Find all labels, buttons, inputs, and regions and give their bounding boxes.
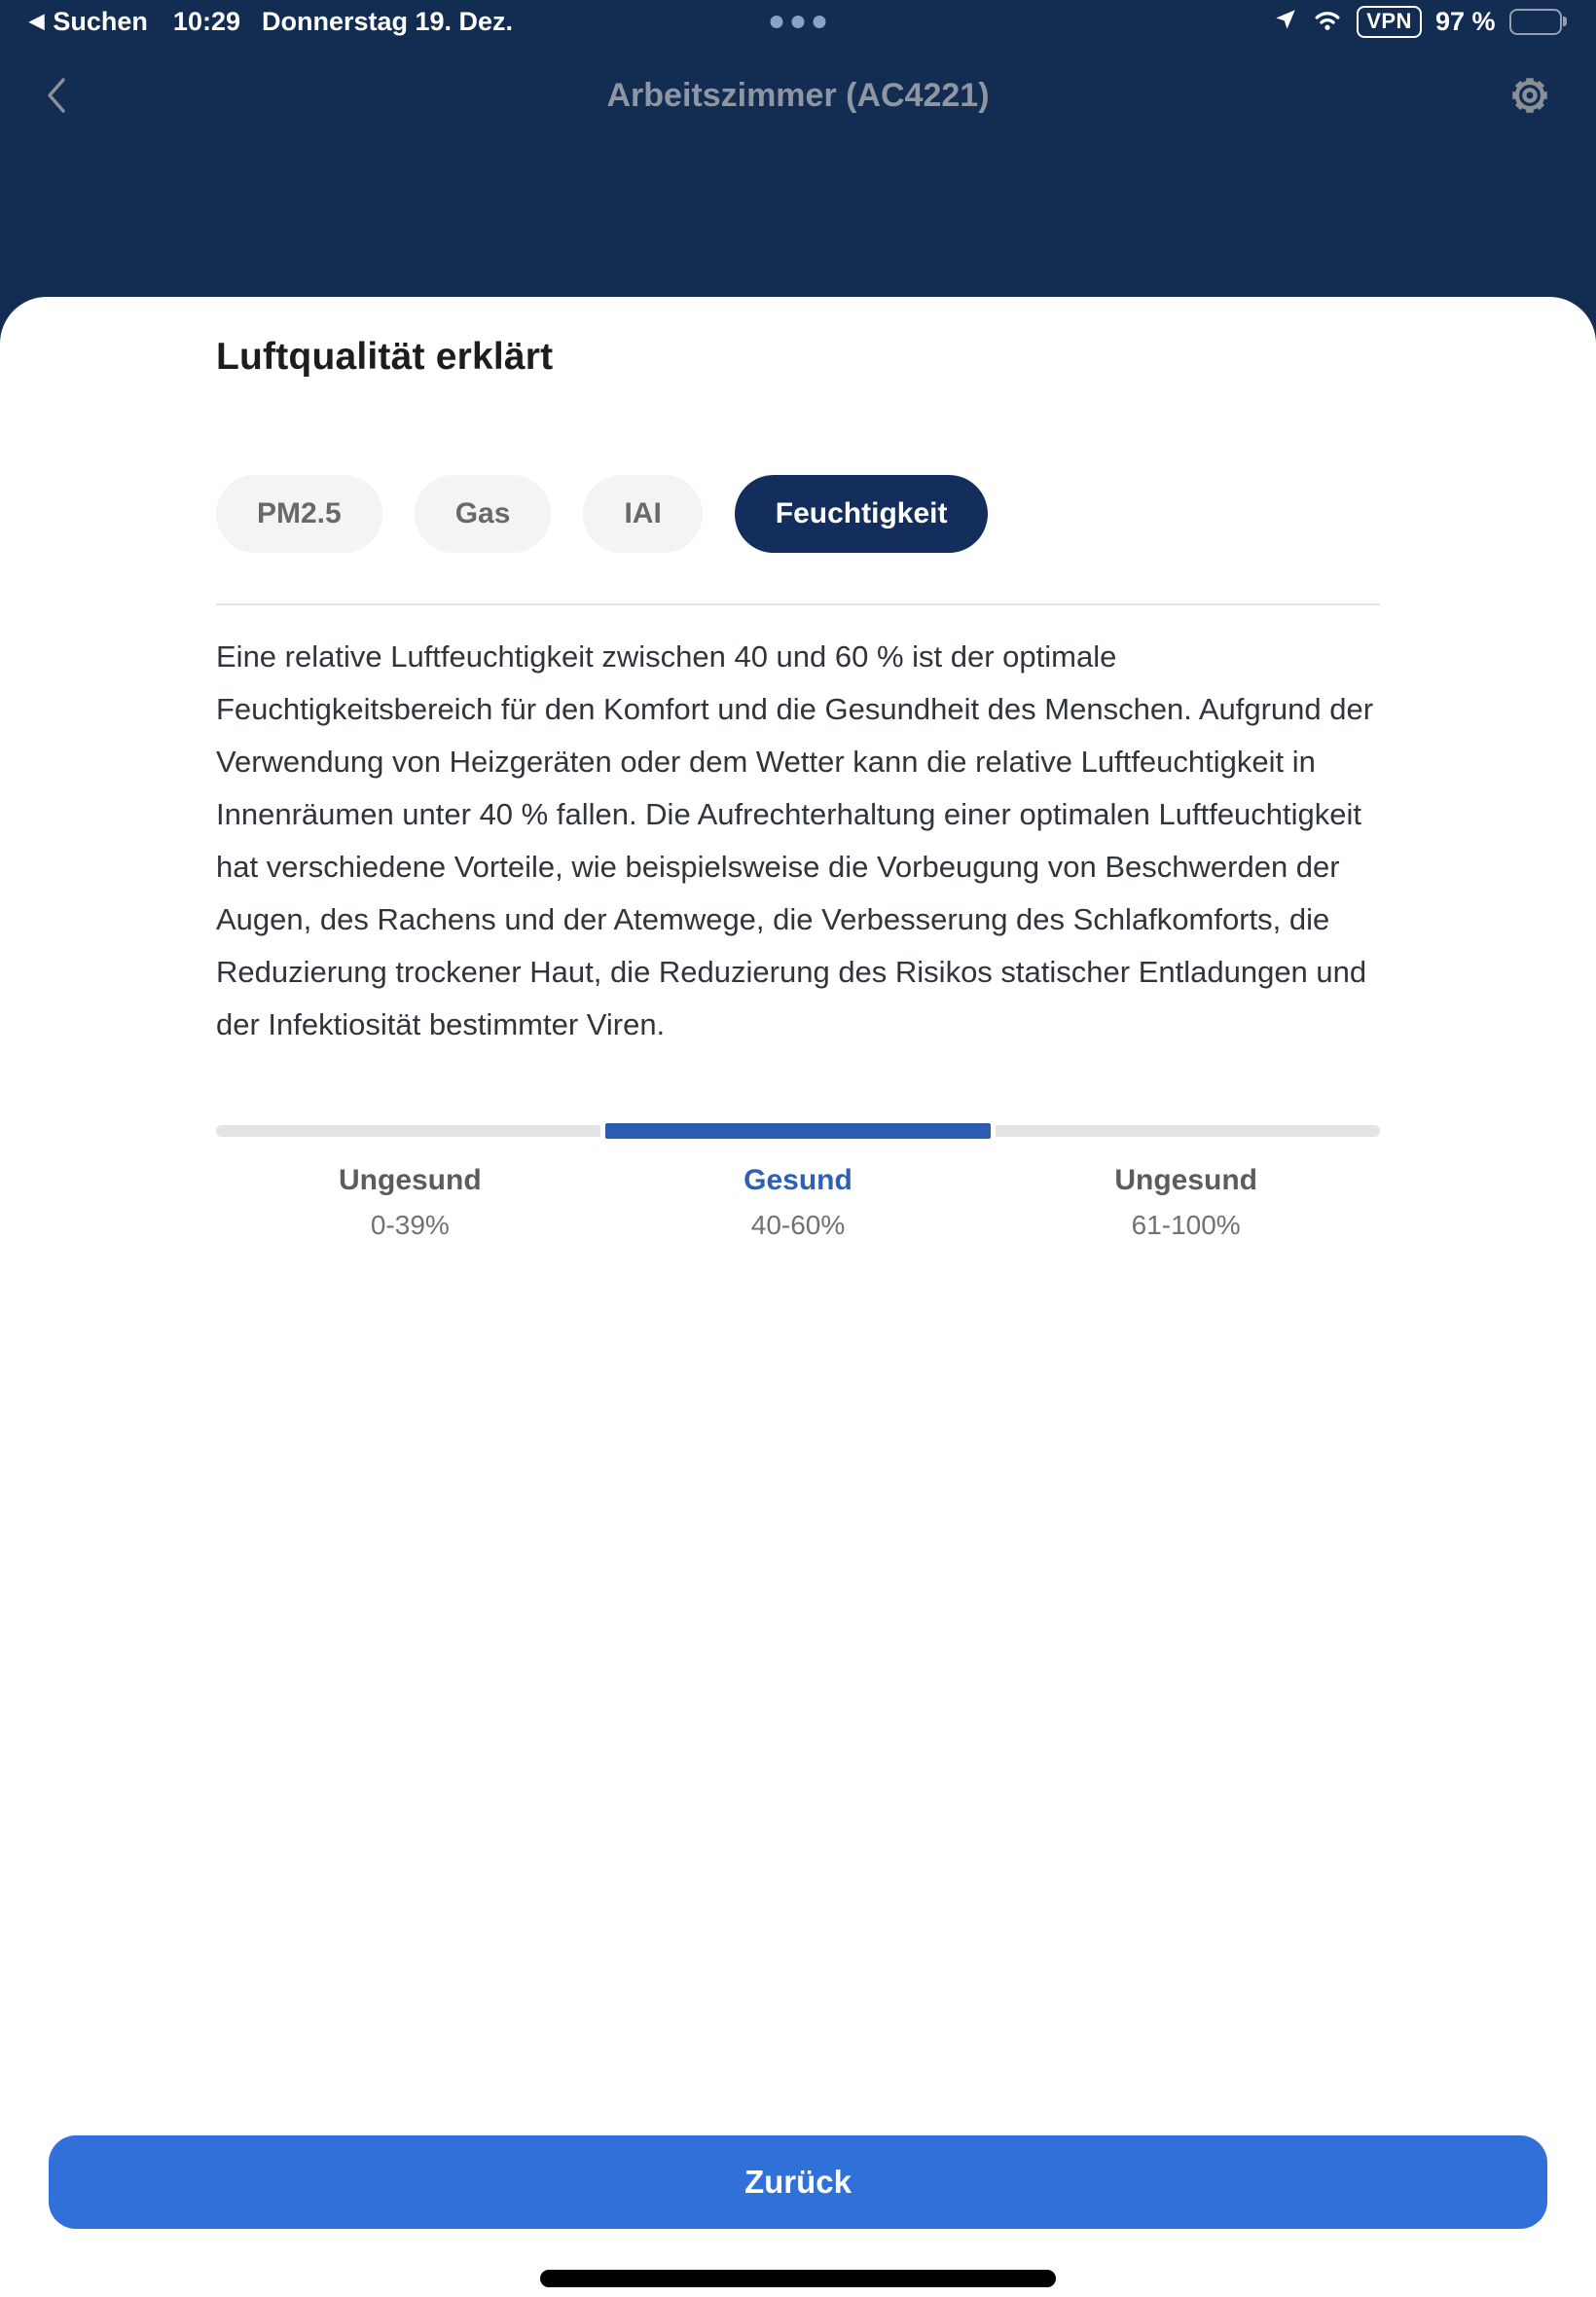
vpn-badge: VPN <box>1357 6 1422 38</box>
nav-bar <box>0 60 1596 130</box>
tab-pm25[interactable]: PM2.5 <box>216 475 382 553</box>
spacer <box>0 1241 1596 2135</box>
battery-icon <box>1509 9 1568 35</box>
dot-icon <box>814 16 826 28</box>
status-date: Donnerstag 19. Dez. <box>261 6 514 36</box>
scale-segment-high <box>996 1125 1380 1137</box>
scale-label: Gesund <box>744 1164 852 1196</box>
content-sheet <box>0 297 1596 2297</box>
humidity-scale-labels <box>216 1164 1380 1241</box>
pollutant-tabs <box>216 475 1380 553</box>
divider <box>216 603 1380 605</box>
tab-feuchtigkeit[interactable]: Feuchtigkeit <box>735 475 989 553</box>
scale-col-low <box>216 1164 604 1241</box>
back-to-app-label[interactable]: Suchen <box>53 6 148 36</box>
multitasking-dots[interactable] <box>771 16 826 28</box>
dot-icon <box>792 16 805 28</box>
status-time: 10:29 <box>172 6 240 36</box>
home-indicator[interactable] <box>540 2270 1056 2287</box>
tab-iai[interactable]: IAI <box>583 475 702 553</box>
tab-gas[interactable]: Gas <box>415 475 552 553</box>
scale-segment-healthy <box>605 1123 990 1139</box>
settings-gear-icon[interactable] <box>1503 68 1557 123</box>
status-right <box>1273 6 1567 38</box>
scale-label: Ungesund <box>1114 1164 1258 1196</box>
scale-range: 61-100% <box>1131 1210 1241 1240</box>
location-arrow-icon <box>1273 7 1298 37</box>
humidity-scale-track <box>216 1123 1380 1139</box>
back-to-app-icon[interactable]: ◀ <box>29 11 45 32</box>
wifi-icon <box>1312 7 1343 37</box>
humidity-scale <box>216 1123 1380 1241</box>
scale-range: 40-60% <box>750 1210 846 1240</box>
status-left <box>29 7 513 37</box>
scale-col-healthy <box>604 1164 993 1241</box>
status-bar <box>0 0 1596 43</box>
scale-label: Ungesund <box>339 1164 482 1196</box>
scale-segment-low <box>216 1125 600 1137</box>
back-chevron-icon[interactable] <box>33 68 80 123</box>
sheet-content <box>0 297 1596 1241</box>
dot-icon <box>771 16 783 28</box>
sheet-title: Luftqualität erklärt <box>216 336 554 378</box>
explanation-paragraph: Eine relative Luftfeuchtigkeit zwischen 40 und 60 % ist der optimale Feuchtigkeitsbereich für den Komfort und die Gesundheit des Menschen. Aufgrund der Verwendung von Heizgeräten oder dem Wetter kann die relative Luftfeuchtigkeit in Innenräumen unter 40 % fallen. Die Aufrechterhaltung einer optimalen Luftfeuchtigkeit hat verschiedene Vorteile, wie beispielsweise die Vorbeugung von Beschwerden der Augen, des Rachens und der Atemwege, die Verbesserung des Schlafkomforts, die Reduzierung trockener Haut, die Reduzierung des Risikos statischer Entladungen und der Infektiosität bestimmter Viren. <box>216 639 1374 1041</box>
scale-range: 0-39% <box>370 1210 450 1240</box>
header <box>0 0 1596 344</box>
scale-col-high <box>992 1164 1380 1241</box>
zurueck-button[interactable]: Zurück <box>49 2135 1547 2229</box>
page-title: Arbeitszimmer (AC4221) <box>606 76 990 114</box>
battery-percent: 97 % <box>1434 6 1496 36</box>
